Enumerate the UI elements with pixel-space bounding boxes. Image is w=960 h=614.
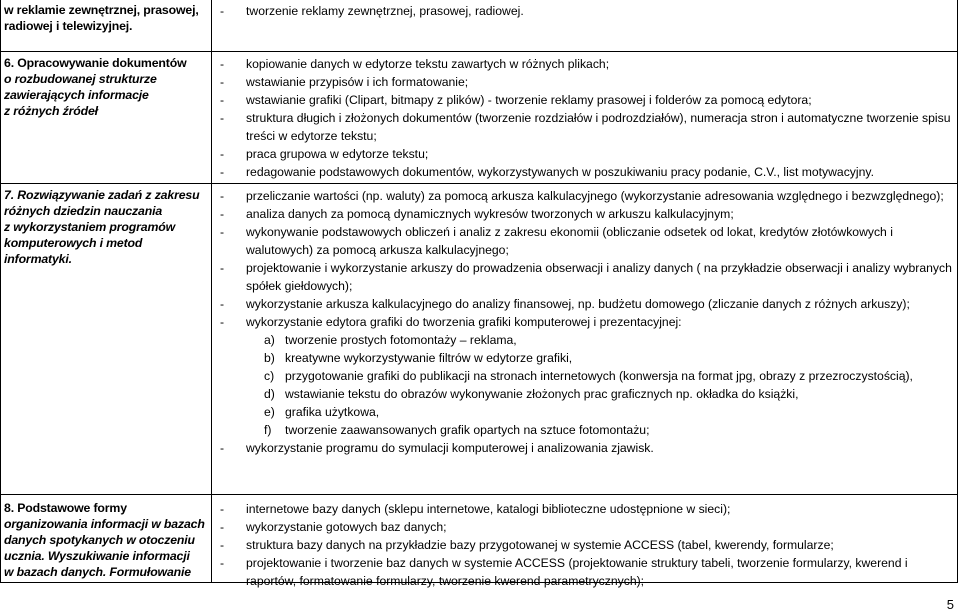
table-row (0, 0, 958, 52)
content-cell (212, 495, 958, 588)
sub-list-item: d) wstawianie tekstu do obrazów wykonywanie złożonych prac graficznych np. okładka do książki, (264, 387, 799, 401)
topic-heading: 8. Podstawowe formy (4, 501, 127, 515)
topic-cell (0, 184, 212, 494)
list-item: - analiza danych za pomocą dynamicznych wykresów tworzonych w arkuszu kalkulacyjnym; (220, 207, 734, 221)
list-item: - struktura bazy danych na przykładzie bazy przygotowanej w systemie ACCESS (tabel, kwerendy, formularze; (220, 538, 834, 552)
topic-line: różnych dziedzin nauczania (4, 204, 163, 218)
topic-heading: 6. Opracowywanie dokumentów (4, 56, 187, 70)
topic-line: z wykorzystaniem programów (4, 220, 176, 234)
list-item: - wykonywanie podstawowych obliczeń i analiz z zakresu ekonomii (obliczanie odsetek od lokat, kredytów złotówkowych i walutowych) za pomocą arkusza kalkulacyjnego; (220, 225, 893, 257)
topic-line: organizowania informacji w bazach (4, 517, 205, 531)
content-cell (212, 0, 958, 51)
table-row (0, 495, 958, 588)
page-number: 5 (946, 597, 954, 612)
list-item: - przeliczanie wartości (np. waluty) za pomocą arkusza kalkulacyjnego (wykorzystanie adresowania względnego i bezwzględnego); (220, 189, 944, 203)
list-item: - tworzenie reklamy zewnętrznej, prasowej, radiowej. (220, 4, 524, 18)
topic-cell (0, 495, 212, 582)
topic-line: o rozbudowanej strukturze (4, 72, 157, 86)
list-item: - kopiowanie danych w edytorze tekstu zawartych w różnych plikach; (220, 57, 610, 71)
list-item: - internetowe bazy danych (sklepu internetowe, katalogi biblioteczne udostępnione w sieci); (220, 502, 731, 516)
sub-list-item: a) tworzenie prostych fotomontaży – reklama, (264, 333, 517, 347)
topic-line: w bazach danych. Formułowanie (4, 565, 191, 579)
content-cell (212, 52, 958, 183)
topic-line: ucznia. Wyszukiwanie informacji (4, 549, 190, 563)
list-item: - wstawianie grafiki (Clipart, bitmapy z plików) - tworzenie reklamy prasowej i folderów za pomocą edytora; (220, 93, 812, 107)
sub-list-item: b) kreatywne wykorzystywanie filtrów w edytorze grafiki, (264, 351, 573, 365)
topic-line: z różnych źródeł (4, 104, 98, 118)
table-row (0, 184, 958, 495)
list-item: - struktura długich i złożonych dokumentów (tworzenie rozdziałów i podrozdziałów), numeracja stron i automatyczne tworzenie spisu treści w edytorze tekstu; (220, 111, 951, 143)
list-item: - projektowanie i tworzenie baz danych w systemie ACCESS (projektowanie struktury tabeli, tworzenie formularzy, kwerend i raportów, formatowanie formularzy, tworzenie kwerend parametrycznych); (220, 556, 908, 588)
list-item: - wykorzystanie arkusza kalkulacyjnego do analizy finansowej, np. budżetu domowego (zliczanie danych z różnych arkuszy); (220, 297, 910, 311)
sub-list-item: e) grafika użytkowa, (264, 405, 380, 419)
list-item: - wykorzystanie gotowych baz danych; (220, 520, 447, 534)
topic-line: zawierających informacje (4, 88, 149, 102)
list-item: - wykorzystanie programu do symulacji komputerowej i analizowania zjawisk. (220, 441, 654, 455)
table-row (0, 52, 958, 184)
list-item: - wykorzystanie edytora grafiki do tworzenia grafiki komputerowej i prezentacyjnej: (220, 315, 682, 329)
topic-line: informatyki. (4, 252, 72, 266)
sub-list-item: f) tworzenie zaawansowanych grafik opartych na sztuce fotomontażu; (264, 423, 650, 437)
list-item: - praca grupowa w edytorze tekstu; (220, 147, 429, 161)
topic-line: radiowej i telewizyjnej. (4, 19, 133, 33)
topic-heading: 7. Rozwiązywanie zadań z zakresu (4, 188, 200, 202)
list-item: - wstawianie przypisów i ich formatowanie; (220, 75, 469, 89)
topic-line: komputerowych i metod (4, 236, 143, 250)
list-item: - projektowanie i wykorzystanie arkuszy do prowadzenia obserwacji i analizy danych ( na przykładzie obserwacji i analizy wybranych spółek giełdowych); (220, 261, 952, 293)
list-item: - redagowanie podstawowych dokumentów, wykorzystywanych w poszukiwaniu pracy podanie, C.V., list motywacyjny. (220, 165, 874, 179)
topic-line: w reklamie zewnętrznej, prasowej, (4, 3, 199, 17)
topic-cell (0, 0, 212, 51)
topic-line: danych spotykanych w otoczeniu (4, 533, 195, 547)
content-cell (212, 184, 958, 494)
topic-cell (0, 52, 212, 183)
sub-list-item: c) przygotowanie grafiki do publikacji na stronach internetowych (konwersja na format jpg, obrazy z przezroczystością), (264, 369, 913, 383)
